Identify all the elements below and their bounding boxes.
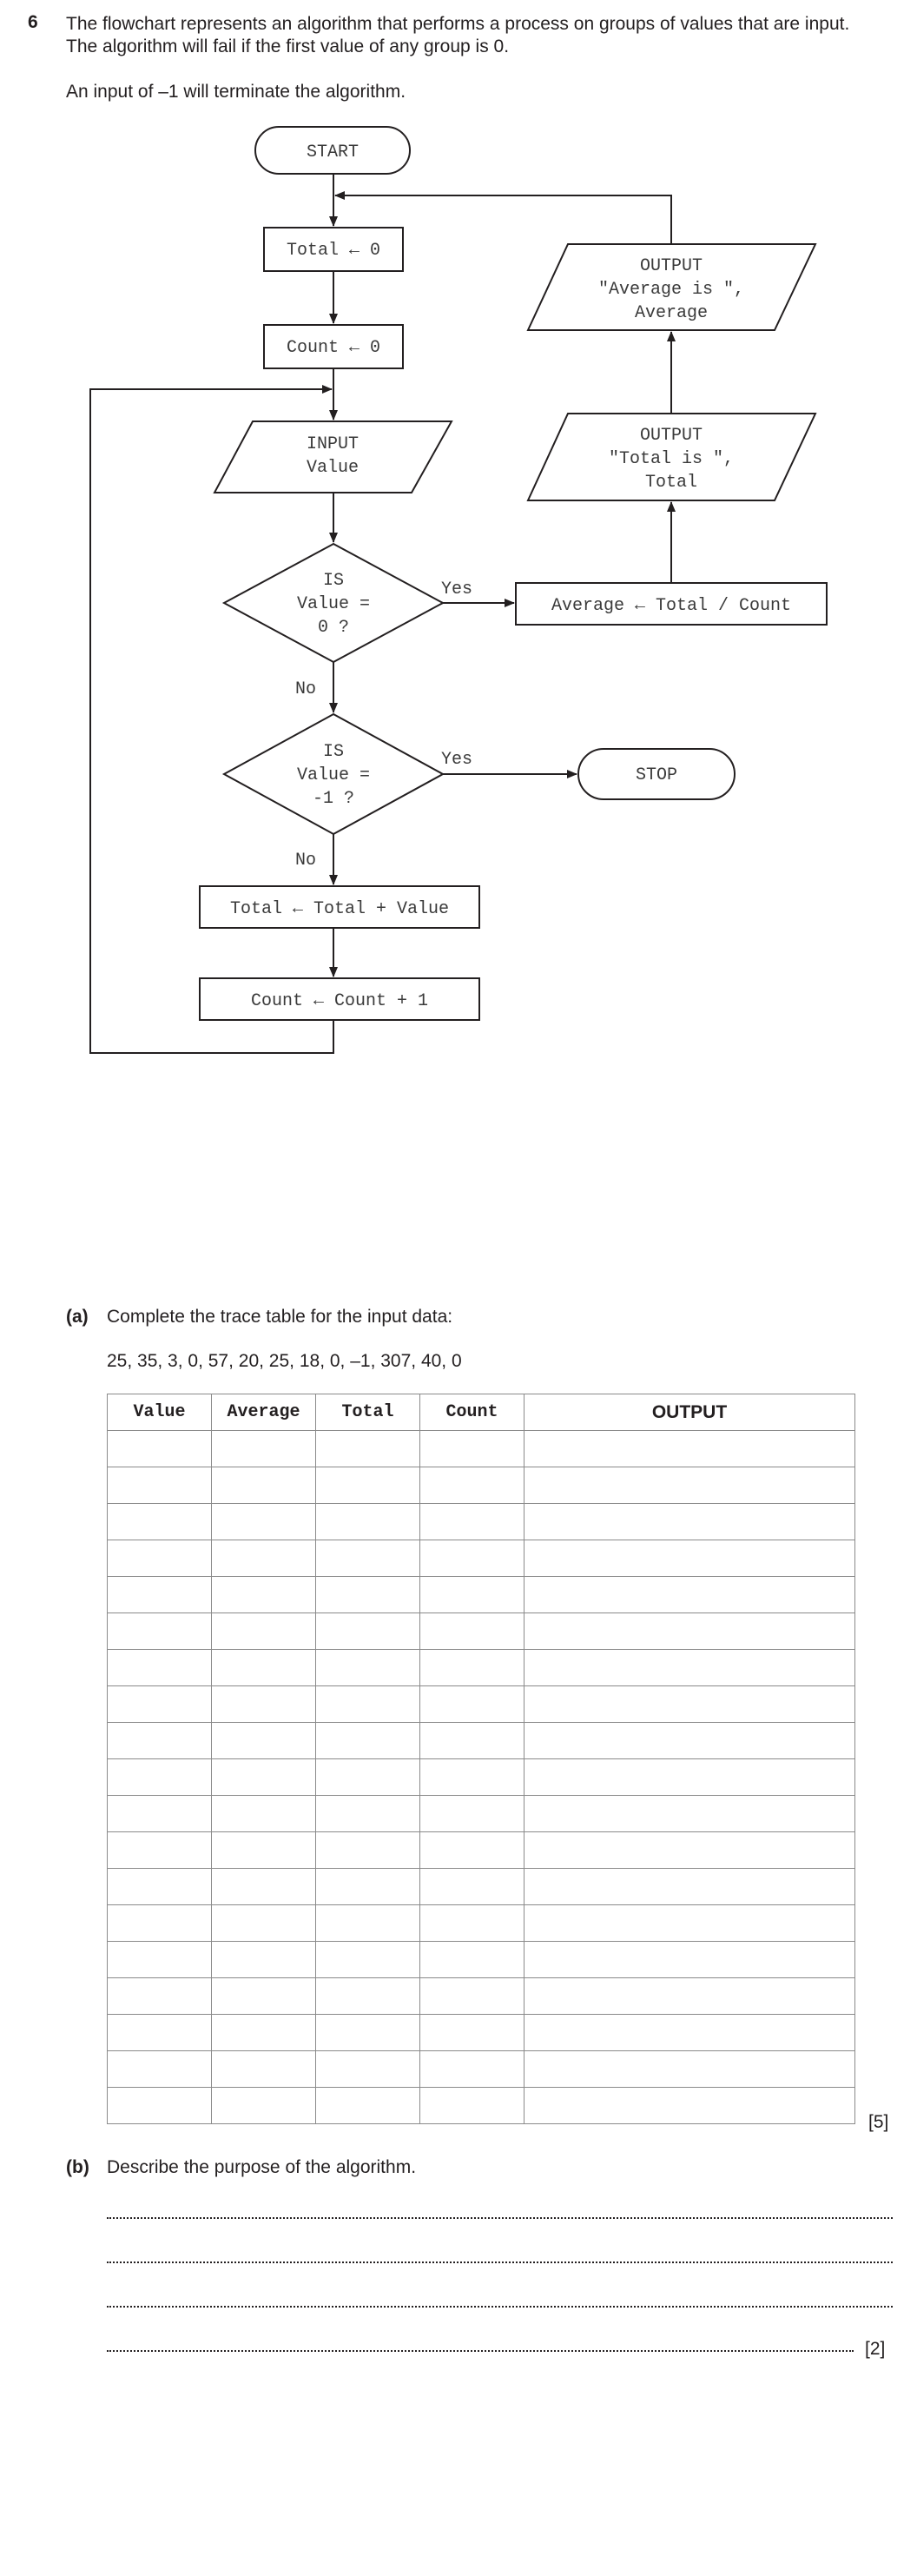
trace-table-cell[interactable] bbox=[524, 2088, 855, 2124]
trace-table-cell[interactable] bbox=[108, 1686, 212, 1723]
trace-table-cell[interactable] bbox=[524, 1431, 855, 1467]
trace-table-row bbox=[108, 1686, 855, 1723]
header-output: OUTPUT bbox=[524, 1394, 855, 1431]
answer-line-1[interactable] bbox=[107, 2217, 893, 2219]
trace-table-cell[interactable] bbox=[212, 2088, 316, 2124]
trace-table-cell[interactable] bbox=[420, 1832, 524, 1869]
answer-line-3[interactable] bbox=[107, 2306, 893, 2308]
trace-table-cell[interactable] bbox=[212, 2015, 316, 2051]
trace-table-cell[interactable] bbox=[316, 2051, 420, 2088]
total-init-label: Total ← 0 bbox=[286, 241, 381, 261]
average-calc-label: Average ← Total / Count bbox=[551, 596, 792, 616]
trace-table-row bbox=[108, 1723, 855, 1759]
trace-table-row bbox=[108, 1577, 855, 1613]
trace-table-cell[interactable] bbox=[420, 1504, 524, 1540]
trace-table-cell[interactable] bbox=[316, 1613, 420, 1650]
trace-table-cell[interactable] bbox=[316, 1905, 420, 1942]
trace-table-cell[interactable] bbox=[524, 1686, 855, 1723]
part-b-prompt: Describe the purpose of the algorithm. bbox=[107, 2157, 417, 2177]
trace-table-cell[interactable] bbox=[316, 1869, 420, 1905]
trace-table-cell[interactable] bbox=[212, 1723, 316, 1759]
count-init-label: Count ← 0 bbox=[286, 338, 381, 358]
count-update-label: Count ← Count + 1 bbox=[250, 991, 429, 1011]
trace-table-header-row bbox=[108, 1394, 855, 1431]
output-total-line1: OUTPUT bbox=[639, 426, 703, 446]
trace-table-row bbox=[108, 1796, 855, 1832]
part-a-prompt: Complete the trace table for the input data: bbox=[107, 1307, 453, 1327]
trace-table-cell[interactable] bbox=[420, 1723, 524, 1759]
trace-table-cell[interactable] bbox=[524, 1869, 855, 1905]
trace-table-cell[interactable] bbox=[108, 1577, 212, 1613]
header-count: Count bbox=[420, 1394, 524, 1431]
trace-table-cell[interactable] bbox=[108, 2088, 212, 2124]
trace-table-cell[interactable] bbox=[108, 1613, 212, 1650]
trace-table-row bbox=[108, 1869, 855, 1905]
decision-minus-one-line3: -1 ? bbox=[312, 789, 355, 809]
start-label: START bbox=[306, 142, 360, 162]
trace-table-cell[interactable] bbox=[524, 1796, 855, 1832]
input-label-line2: Value bbox=[306, 458, 360, 478]
output-average-line2: "Average is ", bbox=[597, 280, 745, 300]
trace-table-cell[interactable] bbox=[420, 1467, 524, 1504]
answer-line-2[interactable] bbox=[107, 2261, 893, 2263]
trace-table-cell[interactable] bbox=[420, 1650, 524, 1686]
trace-table-cell[interactable] bbox=[212, 1905, 316, 1942]
trace-table-cell[interactable] bbox=[316, 1942, 420, 1978]
trace-table-cell[interactable] bbox=[212, 1978, 316, 2015]
part-a-marks: [5] bbox=[868, 2112, 889, 2132]
trace-table-row bbox=[108, 2015, 855, 2051]
trace-table-cell[interactable] bbox=[524, 1905, 855, 1942]
trace-table-cell[interactable] bbox=[524, 1978, 855, 2015]
trace-table-cell[interactable] bbox=[316, 1467, 420, 1504]
trace-table-row bbox=[108, 1467, 855, 1504]
part-a-input-data: 25, 35, 3, 0, 57, 20, 25, 18, 0, –1, 307, 40, 0 bbox=[107, 1351, 462, 1371]
trace-table bbox=[107, 1394, 855, 2124]
trace-table-cell[interactable] bbox=[316, 1796, 420, 1832]
trace-table-cell[interactable] bbox=[316, 1504, 420, 1540]
trace-table-cell[interactable] bbox=[108, 1869, 212, 1905]
trace-table-cell[interactable] bbox=[420, 1431, 524, 1467]
trace-table-cell[interactable] bbox=[212, 1759, 316, 1796]
trace-table-cell[interactable] bbox=[420, 1577, 524, 1613]
question-number: 6 bbox=[28, 12, 38, 32]
trace-table-cell[interactable] bbox=[316, 1577, 420, 1613]
output-total-line2: "Total is ", bbox=[608, 449, 735, 469]
trace-table-cell[interactable] bbox=[420, 1759, 524, 1796]
trace-table-cell[interactable] bbox=[108, 1978, 212, 2015]
decision-minus-one-line2: Value = bbox=[296, 765, 371, 785]
question-intro-line1: The flowchart represents an algorithm that performs a process on groups of values that are input. bbox=[66, 14, 850, 34]
trace-table-row bbox=[108, 1431, 855, 1467]
trace-table-cell[interactable] bbox=[316, 1723, 420, 1759]
trace-table-cell[interactable] bbox=[524, 1504, 855, 1540]
output-total-line3: Total bbox=[644, 473, 698, 493]
trace-table-cell[interactable] bbox=[420, 1869, 524, 1905]
trace-table-row bbox=[108, 1613, 855, 1650]
trace-table-row bbox=[108, 2051, 855, 2088]
trace-table-cell[interactable] bbox=[316, 1832, 420, 1869]
trace-table-cell[interactable] bbox=[420, 1686, 524, 1723]
trace-table-cell[interactable] bbox=[212, 1796, 316, 1832]
trace-table-cell[interactable] bbox=[212, 1869, 316, 1905]
trace-table-cell[interactable] bbox=[524, 1942, 855, 1978]
trace-table-cell[interactable] bbox=[524, 1613, 855, 1650]
trace-table-row bbox=[108, 1540, 855, 1577]
trace-table-cell[interactable] bbox=[212, 1577, 316, 1613]
trace-table-cell[interactable] bbox=[212, 2051, 316, 2088]
output-average-line3: Average bbox=[634, 303, 709, 323]
trace-table-cell[interactable] bbox=[108, 2015, 212, 2051]
trace-table-cell[interactable] bbox=[212, 1613, 316, 1650]
yes-label-1: Yes bbox=[441, 579, 473, 599]
answer-line-4[interactable] bbox=[107, 2350, 854, 2352]
trace-table-row bbox=[108, 1759, 855, 1796]
trace-table-cell[interactable] bbox=[316, 1686, 420, 1723]
header-average: Average bbox=[212, 1394, 316, 1431]
trace-table-cell[interactable] bbox=[524, 2051, 855, 2088]
part-b-marks: [2] bbox=[865, 2339, 886, 2359]
trace-table-cell[interactable] bbox=[524, 1650, 855, 1686]
trace-table-cell[interactable] bbox=[108, 1431, 212, 1467]
trace-table-cell[interactable] bbox=[524, 1723, 855, 1759]
stop-label: STOP bbox=[635, 765, 678, 785]
trace-table-cell[interactable] bbox=[316, 1650, 420, 1686]
part-a-label: (a) bbox=[66, 1307, 89, 1327]
trace-table-cell[interactable] bbox=[212, 1832, 316, 1869]
trace-table-cell[interactable] bbox=[108, 1905, 212, 1942]
trace-table-cell[interactable] bbox=[316, 1759, 420, 1796]
trace-table-cell[interactable] bbox=[108, 1832, 212, 1869]
trace-table-cell[interactable] bbox=[212, 1467, 316, 1504]
trace-table-cell[interactable] bbox=[212, 1431, 316, 1467]
trace-table-cell[interactable] bbox=[212, 1942, 316, 1978]
trace-table-cell[interactable] bbox=[108, 1540, 212, 1577]
trace-table-cell[interactable] bbox=[316, 1540, 420, 1577]
trace-table-row bbox=[108, 1650, 855, 1686]
trace-table-cell[interactable] bbox=[108, 1650, 212, 1686]
trace-table-cell[interactable] bbox=[420, 1613, 524, 1650]
decision-minus-one-line1: IS bbox=[322, 742, 345, 762]
trace-table-row bbox=[108, 2088, 855, 2124]
trace-table-cell[interactable] bbox=[420, 1540, 524, 1577]
part-b-label: (b) bbox=[66, 2157, 89, 2177]
trace-table-cell[interactable] bbox=[524, 1540, 855, 1577]
trace-table-cell[interactable] bbox=[316, 2088, 420, 2124]
trace-table-cell[interactable] bbox=[420, 1978, 524, 2015]
header-value: Value bbox=[108, 1394, 212, 1431]
trace-table-cell[interactable] bbox=[212, 1686, 316, 1723]
trace-table-row bbox=[108, 1832, 855, 1869]
decision-zero-line1: IS bbox=[322, 571, 345, 591]
trace-table-cell[interactable] bbox=[420, 1942, 524, 1978]
yes-label-2: Yes bbox=[441, 750, 473, 770]
question-intro-line3: An input of –1 will terminate the algorithm. bbox=[66, 82, 406, 102]
trace-table-row bbox=[108, 1504, 855, 1540]
trace-table-row bbox=[108, 1905, 855, 1942]
trace-table-cell[interactable] bbox=[524, 1467, 855, 1504]
trace-table-cell[interactable] bbox=[420, 2088, 524, 2124]
trace-table-cell[interactable] bbox=[316, 1431, 420, 1467]
trace-table-row bbox=[108, 1978, 855, 2015]
no-label-2: No bbox=[295, 851, 317, 871]
trace-table-cell[interactable] bbox=[212, 1650, 316, 1686]
trace-table-cell[interactable] bbox=[420, 2051, 524, 2088]
trace-table-cell[interactable] bbox=[524, 1759, 855, 1796]
no-label-1: No bbox=[295, 679, 317, 699]
input-label-line1: INPUT bbox=[306, 434, 360, 454]
input-parallelogram bbox=[214, 421, 452, 493]
output-average-line1: OUTPUT bbox=[639, 256, 703, 276]
trace-table-cell[interactable] bbox=[316, 2015, 420, 2051]
decision-zero-line2: Value = bbox=[296, 594, 371, 614]
header-total: Total bbox=[316, 1394, 420, 1431]
trace-table-cell[interactable] bbox=[108, 1723, 212, 1759]
trace-table-cell[interactable] bbox=[212, 1540, 316, 1577]
flowchart bbox=[0, 0, 917, 1077]
trace-table-cell[interactable] bbox=[108, 1796, 212, 1832]
question-intro-line2: The algorithm will fail if the first value of any group is 0. bbox=[66, 36, 510, 56]
trace-table-cell[interactable] bbox=[420, 1796, 524, 1832]
trace-table-cell[interactable] bbox=[524, 1577, 855, 1613]
trace-table-cell[interactable] bbox=[420, 2015, 524, 2051]
trace-table-cell[interactable] bbox=[108, 1504, 212, 1540]
total-update-label: Total ← Total + Value bbox=[229, 899, 450, 919]
trace-table-cell[interactable] bbox=[420, 1905, 524, 1942]
decision-zero-line3: 0 ? bbox=[317, 618, 350, 638]
trace-table-cell[interactable] bbox=[524, 1832, 855, 1869]
trace-table-cell[interactable] bbox=[316, 1978, 420, 2015]
trace-table-cell[interactable] bbox=[108, 1942, 212, 1978]
trace-table-cell[interactable] bbox=[212, 1504, 316, 1540]
trace-table-row bbox=[108, 1942, 855, 1978]
trace-table-cell[interactable] bbox=[108, 1467, 212, 1504]
trace-table-cell[interactable] bbox=[108, 1759, 212, 1796]
trace-table-cell[interactable] bbox=[108, 2051, 212, 2088]
trace-table-cell[interactable] bbox=[524, 2015, 855, 2051]
